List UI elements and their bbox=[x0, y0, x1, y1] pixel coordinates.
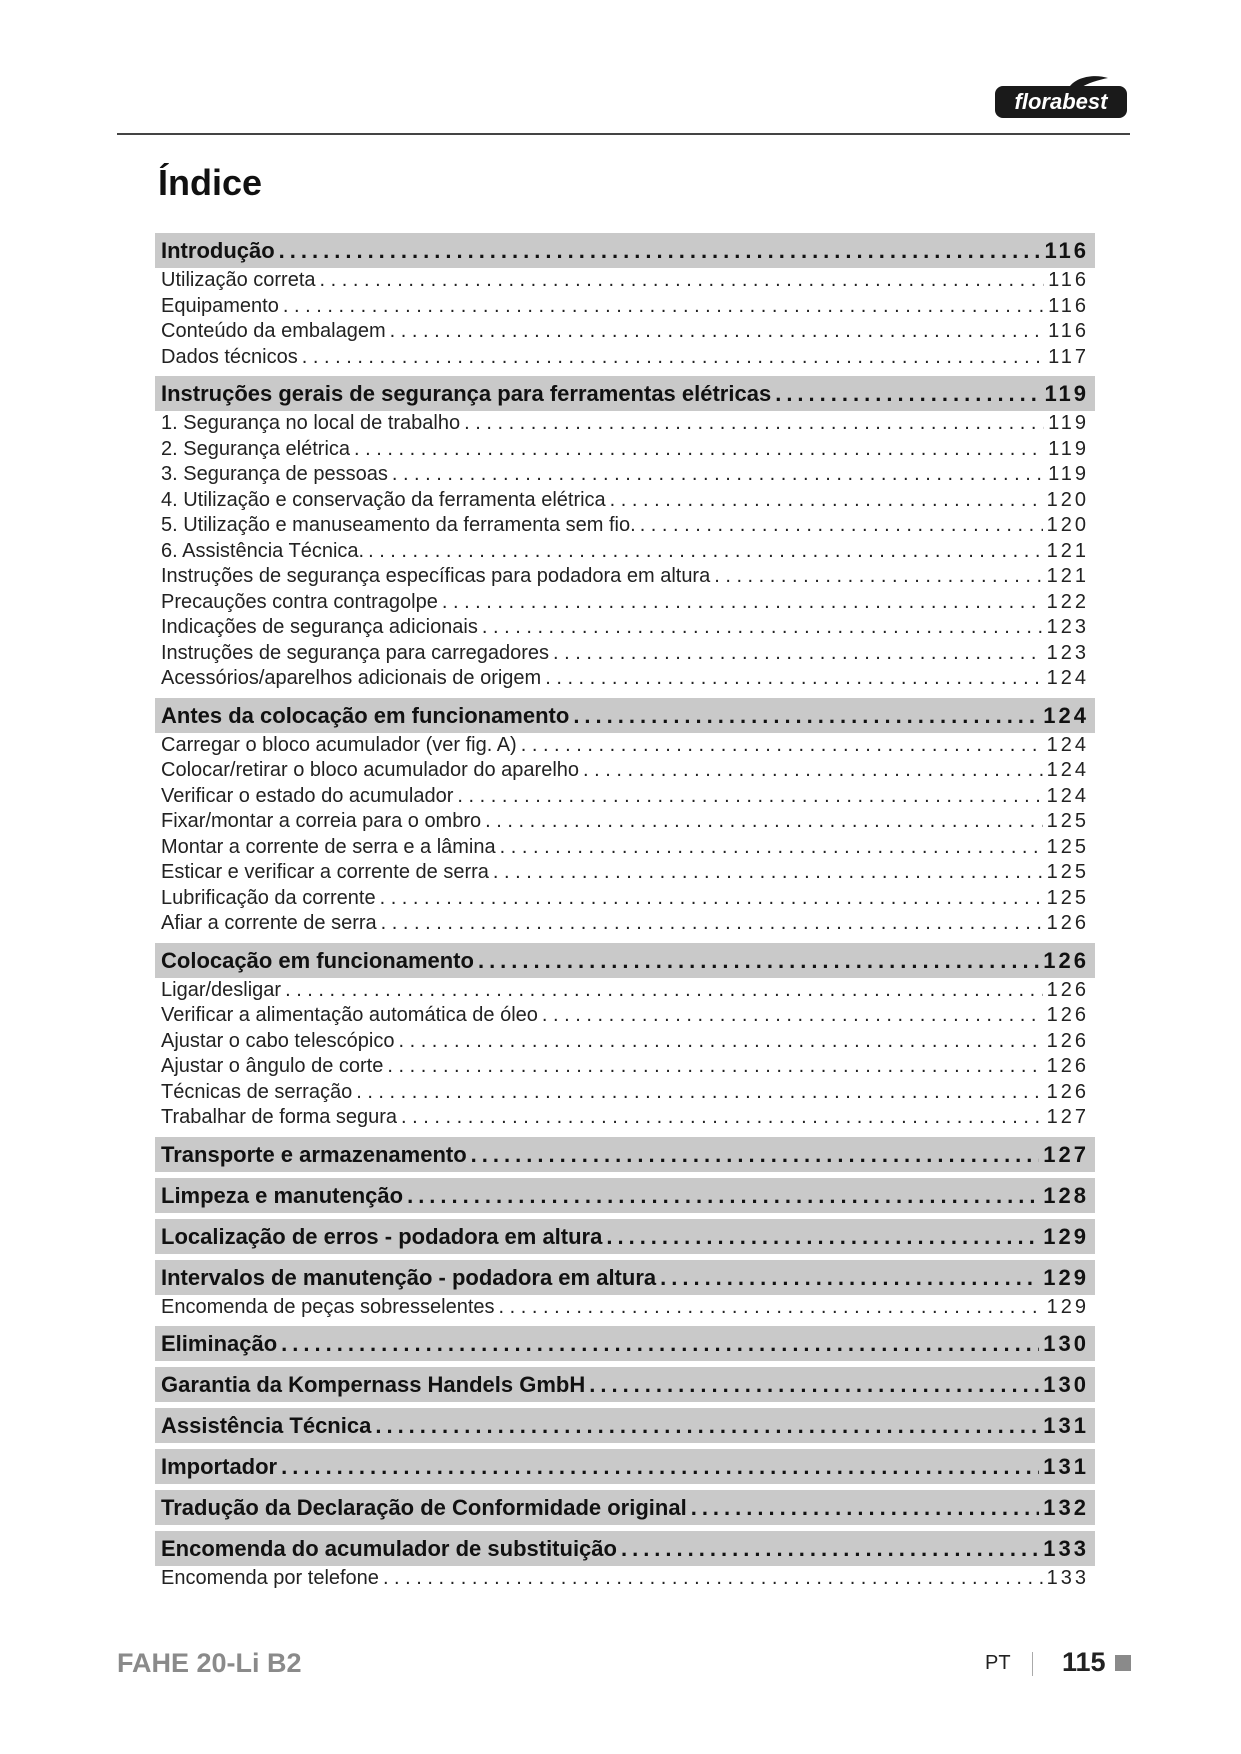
toc-label: Indicações de segurança adicionais bbox=[161, 616, 478, 638]
toc-page-number: 129 bbox=[1046, 1295, 1089, 1318]
footer-square-icon bbox=[1115, 1655, 1131, 1671]
toc-label: Trabalhar de forma segura bbox=[161, 1106, 398, 1128]
toc-entry[interactable] bbox=[155, 1080, 1095, 1106]
toc-entry[interactable] bbox=[155, 268, 1095, 294]
dot-leader bbox=[482, 615, 1043, 641]
toc-label: Verificar o estado do acumulador bbox=[161, 784, 454, 807]
toc-page-number: 125 bbox=[1046, 886, 1089, 909]
toc-entry[interactable] bbox=[155, 564, 1095, 590]
toc-label: Utilização correta bbox=[161, 269, 316, 291]
toc-page-number: 126 bbox=[1046, 1055, 1089, 1077]
toc-page-number: 117 bbox=[1048, 345, 1089, 368]
toc-label: Instruções gerais de segurança para ferramentas elétricas bbox=[161, 381, 772, 406]
toc-label: Antes da colocação em funcionamento bbox=[161, 702, 570, 728]
toc-section[interactable] bbox=[155, 943, 1095, 978]
toc-label: 4. Utilização e conservação da ferramenta elétrica bbox=[161, 488, 606, 511]
toc-label: Dados técnicos bbox=[161, 345, 298, 368]
dot-leader bbox=[621, 1531, 1039, 1566]
toc-page-number: 122 bbox=[1046, 590, 1089, 613]
toc-page-number: 121 bbox=[1046, 539, 1089, 562]
toc-label: Transporte e armazenamento bbox=[161, 1141, 467, 1167]
toc-page-number: 126 bbox=[1043, 947, 1089, 973]
toc-label: 3. Segurança de pessoas bbox=[161, 463, 388, 485]
toc-label: Precauções contra contragolpe bbox=[161, 590, 438, 613]
toc-section[interactable] bbox=[155, 1178, 1095, 1213]
toc-page-number: 129 bbox=[1043, 1223, 1089, 1249]
toc-page-number: 132 bbox=[1043, 1495, 1089, 1520]
toc-entry[interactable] bbox=[155, 539, 1095, 565]
toc-section[interactable] bbox=[155, 1367, 1095, 1402]
toc-page-number: 125 bbox=[1046, 810, 1089, 832]
dot-leader bbox=[464, 411, 1044, 437]
footer-page-number: 115 bbox=[1062, 1647, 1106, 1677]
dot-leader bbox=[640, 513, 1043, 539]
toc-section[interactable] bbox=[155, 1531, 1095, 1566]
toc-entry[interactable] bbox=[155, 758, 1095, 784]
toc-label: Localização de erros - podadora em altura bbox=[161, 1223, 603, 1249]
dot-leader bbox=[478, 943, 1039, 978]
toc-entry[interactable] bbox=[155, 860, 1095, 886]
toc-page-number: 133 bbox=[1043, 1536, 1089, 1561]
toc-section[interactable] bbox=[155, 376, 1095, 411]
toc-entry[interactable] bbox=[155, 978, 1095, 1004]
dot-leader bbox=[380, 886, 1043, 912]
dot-leader bbox=[442, 590, 1043, 616]
toc-entry[interactable] bbox=[155, 1566, 1095, 1592]
toc-entry[interactable] bbox=[155, 1105, 1095, 1131]
dot-leader bbox=[383, 1566, 1043, 1592]
toc-entry[interactable] bbox=[155, 666, 1095, 692]
dot-leader bbox=[401, 1105, 1043, 1131]
toc-page-number: 120 bbox=[1046, 488, 1089, 511]
dot-leader bbox=[457, 784, 1042, 810]
toc-page-number: 125 bbox=[1046, 835, 1089, 858]
dot-leader bbox=[398, 1029, 1042, 1055]
dot-leader bbox=[775, 376, 1040, 411]
toc-label: Eliminação bbox=[161, 1331, 278, 1356]
dot-leader bbox=[500, 835, 1043, 861]
toc-entry[interactable] bbox=[155, 1029, 1095, 1055]
toc-page-number: 127 bbox=[1046, 1106, 1089, 1128]
dot-leader bbox=[387, 1054, 1042, 1080]
toc-page-number: 123 bbox=[1046, 641, 1089, 664]
toc-entry[interactable] bbox=[155, 1003, 1095, 1029]
brand-wordmark: florabest bbox=[1014, 89, 1108, 114]
toc-label: Equipamento bbox=[161, 294, 279, 317]
toc-section[interactable] bbox=[155, 1137, 1095, 1172]
toc-label: Instruções de segurança para carregadores bbox=[161, 641, 550, 664]
toc-label: Montar a corrente de serra e a lâmina bbox=[161, 835, 496, 858]
toc-label: Esticar e verificar a corrente de serra bbox=[161, 861, 489, 883]
toc-page-number: 116 bbox=[1048, 294, 1089, 317]
toc-entry[interactable] bbox=[155, 411, 1095, 437]
toc-section[interactable] bbox=[155, 698, 1095, 733]
toc-page-number: 119 bbox=[1044, 381, 1089, 406]
toc-label: Encomenda do acumulador de substituição bbox=[161, 1536, 617, 1561]
dot-leader bbox=[302, 345, 1044, 371]
toc-page-number: 124 bbox=[1046, 733, 1089, 756]
dot-leader bbox=[354, 437, 1044, 463]
toc-label: Colocar/retirar o bloco acumulador do aparelho bbox=[161, 759, 580, 781]
toc-label: Fixar/montar a correia para o ombro bbox=[161, 810, 482, 832]
dot-leader bbox=[356, 1080, 1042, 1106]
footer-model: FAHE 20-Li B2 bbox=[117, 1648, 302, 1678]
toc-entry[interactable] bbox=[155, 911, 1095, 937]
toc-label: 1. Segurança no local de trabalho bbox=[161, 412, 461, 434]
dot-leader bbox=[542, 1003, 1043, 1029]
toc-page-number: 119 bbox=[1048, 437, 1089, 460]
toc-page-number: 119 bbox=[1048, 463, 1089, 485]
toc-page-number: 127 bbox=[1043, 1141, 1089, 1167]
toc-page-number: 126 bbox=[1046, 1080, 1089, 1103]
dot-leader bbox=[368, 539, 1043, 565]
toc-page-number: 123 bbox=[1046, 616, 1089, 638]
dot-leader bbox=[499, 1295, 1043, 1321]
toc-page-number: 124 bbox=[1046, 667, 1089, 689]
toc-page-number: 121 bbox=[1046, 565, 1089, 587]
dot-leader bbox=[320, 268, 1045, 294]
toc-entry[interactable] bbox=[155, 1295, 1095, 1321]
toc-page-number: 130 bbox=[1043, 1372, 1089, 1397]
dot-leader bbox=[589, 1367, 1039, 1402]
toc-page-number: 129 bbox=[1043, 1264, 1089, 1290]
toc-label: 2. Segurança elétrica bbox=[161, 437, 351, 460]
toc-entry[interactable] bbox=[155, 590, 1095, 616]
dot-leader bbox=[281, 1326, 1039, 1361]
toc-page-number: 120 bbox=[1046, 514, 1089, 536]
toc-label: Técnicas de serração bbox=[161, 1080, 353, 1103]
dot-leader bbox=[407, 1178, 1039, 1213]
toc-page-number: 131 bbox=[1043, 1454, 1089, 1479]
toc-page-number: 125 bbox=[1046, 861, 1089, 883]
toc-entry[interactable] bbox=[155, 294, 1095, 320]
toc-label: Limpeza e manutenção bbox=[161, 1182, 404, 1208]
toc-page-number: 128 bbox=[1043, 1182, 1089, 1208]
toc-label: Acessórios/aparelhos adicionais de origem bbox=[161, 667, 542, 689]
toc-entry[interactable] bbox=[155, 886, 1095, 912]
dot-leader bbox=[545, 666, 1042, 692]
footer-divider bbox=[1032, 1652, 1033, 1676]
dot-leader bbox=[279, 233, 1041, 268]
dot-leader bbox=[606, 1219, 1039, 1254]
toc-section[interactable] bbox=[155, 1326, 1095, 1361]
toc-page-number: 133 bbox=[1046, 1567, 1089, 1589]
dot-leader bbox=[583, 758, 1043, 784]
toc-entry[interactable] bbox=[155, 835, 1095, 861]
dot-leader bbox=[392, 462, 1044, 488]
toc-entry[interactable] bbox=[155, 345, 1095, 371]
toc-page-number: 126 bbox=[1046, 1004, 1089, 1026]
footer-language: PT bbox=[985, 1652, 1011, 1674]
toc-entry[interactable] bbox=[155, 488, 1095, 514]
dot-leader bbox=[691, 1490, 1040, 1525]
dot-leader bbox=[714, 564, 1042, 590]
dot-leader bbox=[471, 1137, 1040, 1172]
dot-leader bbox=[493, 860, 1043, 886]
dot-leader bbox=[610, 488, 1043, 514]
toc-label: Tradução da Declaração de Conformidade original bbox=[161, 1495, 687, 1520]
toc-page-number: 116 bbox=[1044, 238, 1089, 263]
toc-label: Assistência Técnica bbox=[161, 1413, 372, 1438]
toc-section[interactable] bbox=[155, 1219, 1095, 1254]
toc-label: Introdução bbox=[161, 238, 275, 263]
toc-label: Ajustar o ângulo de corte bbox=[161, 1055, 384, 1077]
toc-section[interactable] bbox=[155, 1260, 1095, 1295]
toc-page-number: 124 bbox=[1046, 759, 1089, 781]
toc-label: Lubrificação da corrente bbox=[161, 886, 376, 909]
dot-leader bbox=[573, 698, 1039, 733]
dot-leader bbox=[283, 294, 1044, 320]
toc-page-number: 116 bbox=[1048, 320, 1089, 342]
toc-page-number: 131 bbox=[1043, 1413, 1089, 1438]
toc-entry[interactable] bbox=[155, 437, 1095, 463]
dot-leader bbox=[381, 911, 1043, 937]
toc-label: Conteúdo da embalagem bbox=[161, 320, 386, 342]
toc-entry[interactable] bbox=[155, 641, 1095, 667]
toc-label: Carregar o bloco acumulador (ver fig. A) bbox=[161, 733, 517, 756]
dot-leader bbox=[553, 641, 1043, 667]
toc-entry[interactable] bbox=[155, 1054, 1095, 1080]
header-rule bbox=[117, 133, 1130, 135]
page-title: Índice bbox=[158, 162, 263, 203]
table-of-contents bbox=[155, 233, 1095, 1592]
toc-label: Ajustar o cabo telescópico bbox=[161, 1029, 395, 1052]
toc-label: Intervalos de manutenção - podadora em altura bbox=[161, 1264, 657, 1290]
dot-leader bbox=[375, 1408, 1039, 1443]
toc-entry[interactable] bbox=[155, 809, 1095, 835]
toc-entry[interactable] bbox=[155, 733, 1095, 759]
toc-label: Colocação em funcionamento bbox=[161, 947, 474, 973]
toc-entry[interactable] bbox=[155, 784, 1095, 810]
toc-section[interactable] bbox=[155, 1490, 1095, 1525]
dot-leader bbox=[390, 319, 1045, 345]
florabest-logo bbox=[992, 74, 1130, 120]
toc-section[interactable] bbox=[155, 1449, 1095, 1484]
toc-page-number: 130 bbox=[1043, 1331, 1089, 1356]
toc-label: Afiar a corrente de serra bbox=[161, 912, 377, 934]
dot-leader bbox=[485, 809, 1042, 835]
toc-label: 6. Assistência Técnica. bbox=[161, 539, 365, 562]
dot-leader bbox=[281, 1449, 1039, 1484]
dot-leader bbox=[285, 978, 1043, 1004]
toc-entry[interactable] bbox=[155, 513, 1095, 539]
toc-page-number: 126 bbox=[1046, 978, 1089, 1001]
toc-label: Importador bbox=[161, 1454, 278, 1479]
toc-page-number: 126 bbox=[1046, 1029, 1089, 1052]
toc-page-number: 126 bbox=[1046, 912, 1089, 934]
toc-label: 5. Utilização e manuseamento da ferramenta sem fio. bbox=[161, 514, 636, 536]
dot-leader bbox=[521, 733, 1043, 759]
toc-page-number: 124 bbox=[1046, 784, 1089, 807]
toc-entry[interactable] bbox=[155, 319, 1095, 345]
toc-label: Ligar/desligar bbox=[161, 978, 282, 1001]
dot-leader bbox=[660, 1260, 1039, 1295]
toc-entry[interactable] bbox=[155, 462, 1095, 488]
toc-label: Encomenda por telefone bbox=[161, 1567, 379, 1589]
toc-label: Garantia da Kompernass Handels GmbH bbox=[161, 1372, 586, 1397]
toc-label: Instruções de segurança específicas para podadora em altura bbox=[161, 565, 711, 587]
toc-section[interactable] bbox=[155, 233, 1095, 268]
toc-page-number: 124 bbox=[1043, 702, 1089, 728]
toc-label: Encomenda de peças sobresselentes bbox=[161, 1295, 495, 1318]
toc-label: Verificar a alimentação automática de óleo bbox=[161, 1004, 538, 1026]
toc-entry[interactable] bbox=[155, 615, 1095, 641]
toc-page-number: 116 bbox=[1048, 269, 1089, 291]
toc-page-number: 119 bbox=[1048, 412, 1089, 434]
toc-section[interactable] bbox=[155, 1408, 1095, 1443]
